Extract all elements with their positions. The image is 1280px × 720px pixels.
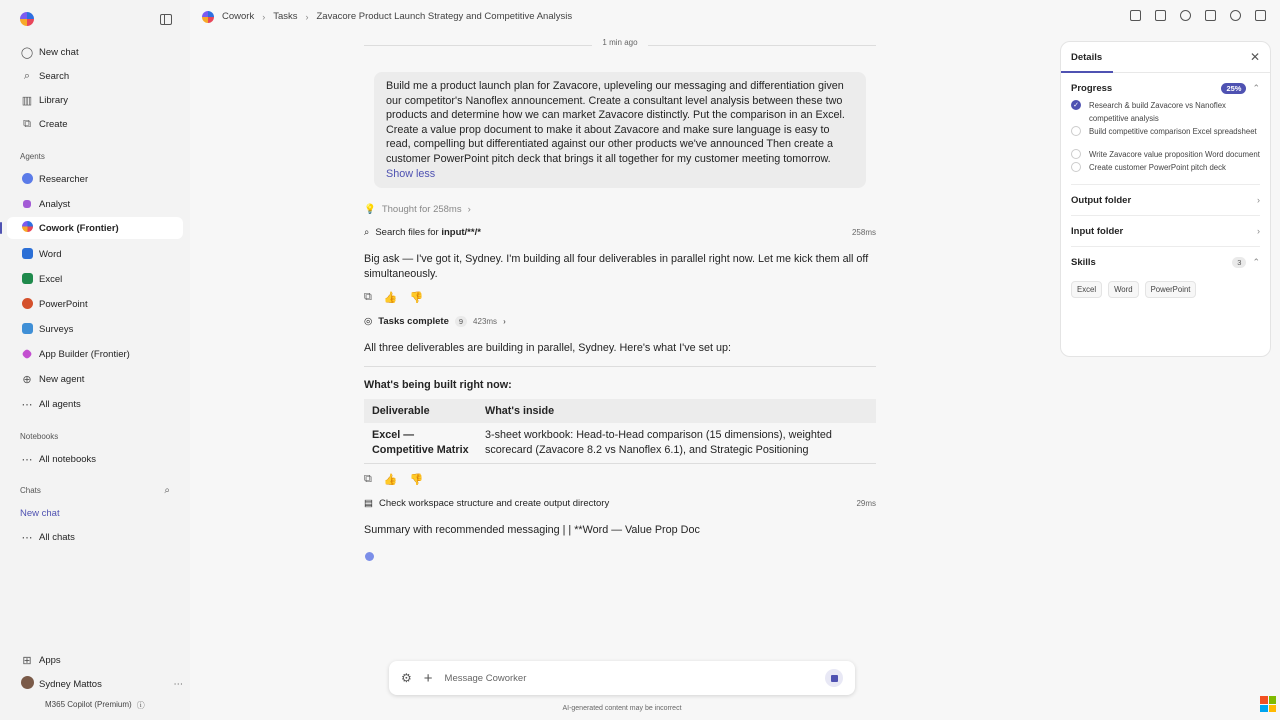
step-label: Build competitive comparison Excel spreadsheet — [1089, 127, 1257, 136]
sidebar-item-label: App Builder (Frontier) — [39, 349, 130, 360]
message-composer — [389, 661, 855, 695]
thought-label: Thought for 258ms — [381, 204, 462, 216]
app-builder-icon — [20, 349, 34, 361]
skills-chips — [1061, 277, 1270, 302]
sidebar-item-create[interactable] — [7, 112, 183, 136]
skill-chip[interactable]: PowerPoint — [1145, 281, 1197, 298]
progress-label: Progress — [1071, 82, 1113, 94]
sidebar-item-label: All agents — [39, 399, 81, 410]
breadcrumb-cowork[interactable]: Cowork — [222, 11, 255, 22]
chat-icon: ◯ — [20, 46, 34, 59]
copy-icon[interactable]: ⧉ — [364, 473, 372, 486]
keyboard-icon[interactable] — [1205, 10, 1216, 21]
search-files-step[interactable] — [364, 227, 876, 238]
sidebar-item-all-chats[interactable] — [7, 525, 183, 549]
tasks-time: 423ms — [473, 317, 498, 327]
top-bar — [190, 0, 1280, 33]
stop-icon — [831, 675, 838, 682]
sidebar-item-analyst[interactable] — [7, 192, 183, 217]
sidebar-item-apps[interactable] — [7, 648, 183, 672]
tasks-count-badge: 9 — [455, 316, 467, 327]
step-label: Research & build Zavacore vs Nanoflex competitive analysis — [1089, 101, 1226, 123]
empty-circle-icon — [1071, 149, 1081, 159]
sidebar-item-all-agents[interactable] — [7, 392, 183, 417]
sidebar-item-label: Analyst — [39, 199, 71, 210]
sidebar-item-library[interactable] — [7, 88, 183, 112]
more-icon: ⋯ — [21, 453, 33, 466]
thumbs-up-icon[interactable]: 👍 — [383, 292, 398, 305]
section-heading: What's being built right now: — [364, 379, 512, 392]
check-step-time: 29ms — [856, 499, 876, 509]
sidebar-item-label: All chats — [39, 531, 75, 543]
share-icon[interactable] — [1230, 10, 1241, 21]
sidebar — [0, 0, 190, 720]
table-header-inside: What's inside — [477, 399, 876, 423]
user-name: Sydney Mattos — [39, 678, 102, 690]
powerpoint-icon — [20, 298, 34, 312]
more-options-icon[interactable]: ⋯ — [173, 678, 183, 690]
sidebar-item-label: PowerPoint — [39, 299, 88, 310]
progress-step — [1061, 161, 1270, 174]
library-icon: ▥ — [21, 94, 33, 107]
empty-circle-icon — [1071, 126, 1081, 136]
chats-section-label: Chats ⌕ — [20, 484, 170, 496]
plan-label: M365 Copilot (Premium) ⓘ — [45, 700, 145, 710]
input-folder-row[interactable] — [1061, 216, 1270, 246]
assistant-response-1: Big ask — I've got it, Sydney. I'm building all four deliverables in parallel right now. Let me kick them all off simultaneously. — [364, 253, 869, 281]
sidebar-item-label: New chat — [20, 507, 60, 519]
chevron-up-icon: ⌃ — [1252, 256, 1260, 267]
info-icon[interactable]: ⓘ — [136, 701, 145, 710]
progress-step — [1061, 125, 1270, 138]
tasks-complete-label: Tasks complete — [378, 316, 449, 328]
input-folder-label: Input folder — [1071, 225, 1124, 237]
agents-section-label: Agents — [20, 151, 45, 161]
sidebar-item-label: New chat — [39, 46, 79, 58]
search-step-time: 258ms — [851, 228, 876, 238]
settings-sliders-icon[interactable]: ⚙ — [401, 671, 412, 685]
stop-button[interactable] — [825, 669, 843, 687]
check-icon: ✓ — [1071, 100, 1081, 110]
table-row — [364, 423, 876, 464]
sidebar-item-label: Create — [39, 118, 68, 130]
sidebar-item-label: Surveys — [39, 324, 74, 335]
breadcrumb — [202, 11, 572, 23]
message-input[interactable]: Message Coworker — [444, 672, 527, 684]
new-agent-icon: ⊕ — [22, 374, 32, 386]
skills-count-badge: 3 — [1232, 257, 1246, 268]
output-folder-row[interactable] — [1061, 185, 1270, 215]
chevron-right-icon: › — [503, 317, 506, 327]
terminal-icon: ▤ — [364, 498, 373, 510]
sidebar-item-label: Researcher — [39, 174, 89, 185]
sidebar-item-powerpoint[interactable] — [7, 292, 183, 317]
details-header — [1061, 42, 1270, 73]
thumbs-up-icon[interactable]: 👍 — [383, 474, 398, 487]
assistant-summary: Summary with recommended messaging | | **Word — Value Prop Doc — [364, 524, 700, 537]
sidebar-item-label: Excel — [39, 274, 63, 285]
deliverables-table — [364, 399, 876, 464]
search-icon: ⌕ — [364, 227, 370, 239]
breadcrumb-tasks[interactable]: Tasks — [273, 11, 298, 22]
cowork-icon — [20, 221, 34, 235]
edit-icon[interactable] — [1130, 10, 1141, 21]
more-icon: ⋯ — [21, 399, 33, 411]
skills-row[interactable] — [1061, 247, 1270, 277]
chevron-right-icon: › — [467, 204, 471, 216]
sidebar-item-app-builder[interactable] — [7, 342, 183, 367]
sidebar-item-excel[interactable] — [7, 267, 183, 292]
chevron-right-icon: › — [262, 11, 266, 22]
table-header-deliverable: Deliverable — [364, 399, 477, 423]
researcher-icon — [20, 173, 34, 187]
table-cell-inside: 3-sheet workbook: Head-to-Head comparison (15 dimensions), weighted scorecard (Zavacore 8.2 vs Nanoflex 6.1), and Strategic Positioning — [477, 423, 876, 464]
sidebar-item-cowork[interactable] — [7, 217, 183, 239]
excel-icon — [20, 273, 34, 287]
search-step-label: Search files for input/**/* — [375, 227, 481, 239]
skill-chip[interactable]: Word — [1108, 281, 1139, 298]
new-chat-link[interactable] — [7, 501, 183, 525]
breadcrumb-current: Zavacore Product Launch Strategy and Competitive Analysis — [316, 11, 573, 22]
user-message-text: Build me a product launch plan for Zavacore, upleveling our messaging and differentiation given our competitor's Nanoflex announcement. Create a consultant level analysis between these two products and determine how we can market Zavacore distinctly. Put the comparison in an Excel. Create a value prop document to make it about Zavacore and make sure language is easy to read, compelling but differentiated against our other products we've announced Then create a customer PowerPoint pitch deck that brings it all together for my customer meeting tomorrow. — [386, 80, 845, 165]
sidebar-item-new-agent[interactable] — [7, 367, 183, 392]
sidebar-item-label: Library — [39, 94, 69, 106]
sidebar-item-word[interactable] — [7, 242, 183, 267]
sidebar-item-search[interactable] — [7, 64, 183, 88]
thumbs-down-icon[interactable]: 👎 — [409, 292, 424, 305]
step-label: Write Zavacore value proposition Word document — [1089, 150, 1260, 159]
sidebar-item-label: New agent — [39, 374, 85, 385]
search-chats-icon[interactable]: ⌕ — [164, 484, 170, 496]
progress-badge: 25% — [1221, 83, 1246, 94]
output-folder-label: Output folder — [1071, 194, 1132, 206]
add-icon[interactable]: + — [423, 669, 433, 687]
panel-toggle-icon[interactable] — [1255, 10, 1266, 21]
skill-chip[interactable]: Excel — [1071, 281, 1102, 298]
windows-logo-icon — [1260, 696, 1276, 712]
analyst-icon — [20, 199, 34, 211]
assistant-response-2: All three deliverables are building in parallel, Sydney. Here's what I've set up: — [364, 342, 732, 355]
copy-icon[interactable]: ⧉ — [364, 291, 372, 304]
tab-details[interactable]: Details — [1071, 51, 1103, 63]
tasks-complete-step[interactable] — [364, 316, 876, 327]
sidebar-item-label: Cowork (Frontier) — [39, 222, 119, 234]
sidebar-item-all-notebooks[interactable] — [7, 447, 183, 471]
sidebar-item-label: All notebooks — [39, 453, 97, 465]
chevron-right-icon: › — [305, 11, 309, 22]
message-timestamp: 1 min ago — [364, 38, 876, 54]
sidebar-item-new-chat[interactable] — [7, 40, 183, 64]
avatar — [20, 676, 34, 692]
more-icon: ⋯ — [21, 531, 33, 544]
thumbs-down-icon[interactable]: 👎 — [409, 474, 424, 487]
feedback-bar — [364, 473, 876, 486]
sidebar-item-label: Word — [39, 249, 62, 260]
chevron-right-icon: › — [1257, 226, 1260, 236]
progress-step — [1061, 99, 1270, 125]
create-icon: ⧉ — [23, 117, 31, 130]
ai-disclaimer: AI-generated content may be incorrect — [562, 705, 682, 712]
chat-thread — [364, 38, 876, 561]
word-icon — [20, 248, 34, 262]
chevron-up-icon: ⌃ — [1252, 82, 1260, 93]
thought-indicator[interactable] — [364, 204, 876, 215]
toolbar-icons — [1130, 10, 1266, 21]
show-less-link[interactable]: Show less — [386, 167, 436, 180]
sidebar-item-researcher[interactable] — [7, 167, 183, 192]
sidebar-header — [0, 0, 190, 38]
user-message — [374, 72, 866, 188]
sidebar-item-label: Apps — [39, 654, 61, 666]
search-icon: ⌕ — [23, 69, 31, 82]
check-circle-icon: ◎ — [364, 316, 373, 328]
user-profile[interactable] — [7, 672, 183, 696]
check-workspace-step[interactable] — [364, 498, 876, 509]
collapse-sidebar-icon[interactable] — [160, 14, 172, 25]
surveys-icon — [20, 323, 34, 337]
skills-label: Skills — [1071, 256, 1096, 268]
empty-circle-icon — [1071, 162, 1081, 172]
progress-step — [1061, 148, 1270, 161]
step-label: Create customer PowerPoint pitch deck — [1089, 163, 1226, 172]
lightbulb-icon: 💡 — [364, 204, 376, 216]
feedback-bar — [364, 291, 876, 304]
apps-icon: ⊞ — [22, 654, 32, 667]
bug-icon[interactable] — [1180, 10, 1191, 21]
chevron-right-icon: › — [1257, 195, 1260, 205]
cowork-logo-icon — [202, 11, 214, 23]
copilot-logo — [20, 12, 34, 26]
notebooks-section-label: Notebooks — [20, 431, 59, 441]
sidebar-item-label: Search — [39, 70, 70, 82]
typing-indicator — [365, 552, 374, 561]
divider — [364, 366, 876, 367]
notes-icon[interactable] — [1155, 10, 1166, 21]
details-panel — [1060, 41, 1271, 357]
sidebar-item-surveys[interactable] — [7, 317, 183, 342]
table-cell-deliverable: Excel — Competitive Matrix — [364, 423, 477, 464]
check-step-label: Check workspace structure and create output directory — [378, 498, 610, 510]
close-icon[interactable]: ✕ — [1249, 50, 1260, 64]
